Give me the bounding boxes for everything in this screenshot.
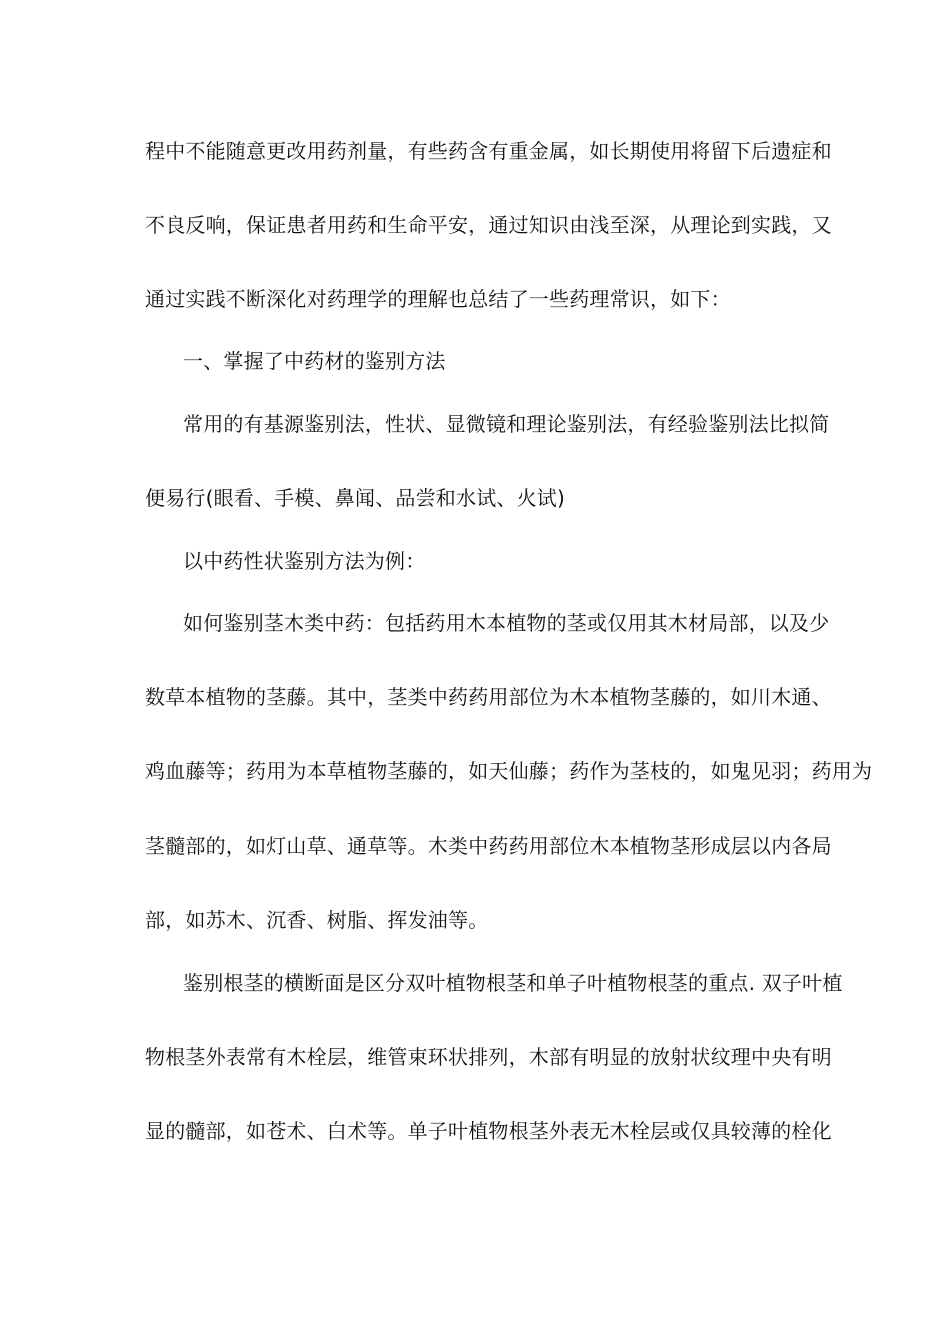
text-line: 程中不能随意更改用药剂量，有些药含有重金属，如长期使用将留下后遗症和 bbox=[145, 139, 832, 163]
text-line: 显的髓部，如苍术、白术等。单子叶植物根茎外表无木栓层或仅具较薄的栓化 bbox=[145, 1119, 832, 1143]
text-line: 不良反响，保证患者用药和生命平安，通过知识由浅至深，从理论到实践，又 bbox=[145, 213, 832, 237]
text-line: 茎髓部的，如灯山草、通草等。木类中药药用部位木本植物茎形成层以内各局 bbox=[145, 834, 832, 858]
text-line: 便易行(眼看、手模、鼻闻、品尝和水试、火试) bbox=[145, 486, 566, 510]
text-line: 常用的有基源鉴别法，性状、显微镜和理论鉴别法，有经验鉴别法比拟简 bbox=[183, 412, 830, 436]
text-line: 鸡血藤等；药用为本草植物茎藤的，如天仙藤；药作为茎枝的，如鬼见羽；药用为 bbox=[145, 759, 873, 783]
text-line: 数草本植物的茎藤。其中，茎类中药药用部位为木本植物茎藤的，如川木通、 bbox=[145, 685, 832, 709]
text-line: 以中药性状鉴别方法为例： bbox=[183, 549, 426, 573]
text-line: 物根茎外表常有木栓层，维管束环状排列，木部有明显的放射状纹理中央有明 bbox=[145, 1045, 832, 1069]
text-line: 如何鉴别茎木类中药：包括药用木本植物的茎或仅用其木材局部，以及少 bbox=[183, 611, 830, 635]
text-line: 鉴别根茎的横断面是区分双叶植物根茎和单子叶植物根茎的重点. 双子叶植 bbox=[183, 971, 843, 995]
text-line: 通过实践不断深化对药理学的理解也总结了一些药理常识，如下： bbox=[145, 287, 731, 311]
text-line: 部，如苏木、沉香、树脂、挥发油等。 bbox=[145, 908, 489, 932]
section-heading: 一、掌握了中药材的鉴别方法 bbox=[183, 349, 446, 373]
